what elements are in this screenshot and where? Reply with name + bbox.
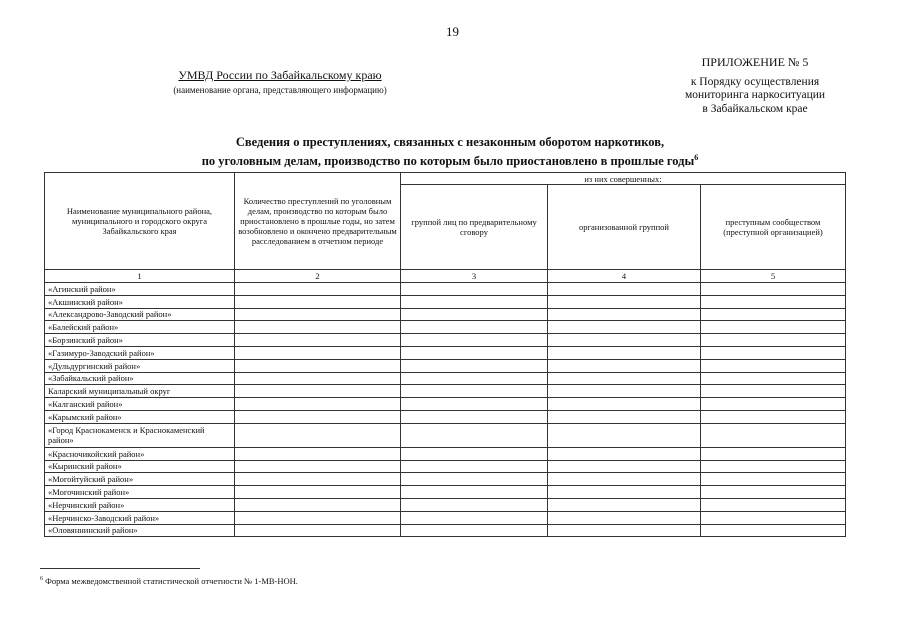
data-cell[interactable]	[548, 334, 701, 347]
data-cell[interactable]	[235, 283, 401, 296]
appendix-title: ПРИЛОЖЕНИЕ № 5	[701, 55, 809, 69]
data-cell[interactable]	[401, 410, 548, 423]
table-header-row	[45, 173, 846, 185]
municipality-name: «Калганский район»	[45, 398, 235, 411]
data-cell[interactable]	[548, 359, 701, 372]
municipality-name: «Карымский район»	[45, 410, 235, 423]
appendix-line: к Порядку осуществления	[690, 75, 820, 88]
header-count: Количество преступлений по уголовным делам, производство по которым было приостановлено в прошлые годы, но затем возобновлено и окончено предварительным расследованием в отчетном периоде	[235, 173, 401, 270]
column-number: 4	[548, 270, 701, 283]
data-cell[interactable]	[401, 511, 548, 524]
data-cell[interactable]	[548, 511, 701, 524]
data-cell[interactable]	[235, 398, 401, 411]
data-cell[interactable]	[235, 473, 401, 486]
data-cell[interactable]	[548, 283, 701, 296]
data-cell[interactable]	[401, 524, 548, 537]
municipality-name: «Акшинский район»	[45, 295, 235, 308]
data-cell[interactable]	[701, 398, 846, 411]
data-cell[interactable]	[401, 283, 548, 296]
data-cell[interactable]	[548, 385, 701, 398]
data-cell[interactable]	[701, 447, 846, 460]
data-cell[interactable]	[701, 283, 846, 296]
municipality-name: «Красночикойский район»	[45, 447, 235, 460]
data-cell[interactable]	[548, 295, 701, 308]
data-cell[interactable]	[401, 308, 548, 321]
table-row	[45, 447, 846, 460]
data-cell[interactable]	[235, 334, 401, 347]
data-cell[interactable]	[401, 423, 548, 447]
data-cell[interactable]	[401, 447, 548, 460]
municipality-name: «Балейский район»	[45, 321, 235, 334]
data-cell[interactable]	[235, 511, 401, 524]
data-cell[interactable]	[401, 359, 548, 372]
data-cell[interactable]	[235, 460, 401, 473]
data-cell[interactable]	[701, 423, 846, 447]
data-cell[interactable]	[548, 460, 701, 473]
data-cell[interactable]	[235, 321, 401, 334]
data-cell[interactable]	[701, 359, 846, 372]
data-cell[interactable]	[548, 308, 701, 321]
data-cell[interactable]	[401, 346, 548, 359]
data-cell[interactable]	[235, 447, 401, 460]
table-row	[45, 372, 846, 385]
data-cell[interactable]	[701, 486, 846, 499]
report-table	[44, 172, 846, 537]
table-row	[45, 473, 846, 486]
municipality-name: «Нерчинско-Заводский район»	[45, 511, 235, 524]
table-row	[45, 460, 846, 473]
data-cell[interactable]	[701, 346, 846, 359]
data-cell[interactable]	[235, 498, 401, 511]
data-cell[interactable]	[548, 423, 701, 447]
data-cell[interactable]	[235, 524, 401, 537]
data-cell[interactable]	[701, 511, 846, 524]
table-row	[45, 359, 846, 372]
data-cell[interactable]	[401, 385, 548, 398]
column-number: 3	[401, 270, 548, 283]
municipality-name: «Оловяннинский район»	[45, 524, 235, 537]
title-footnote-mark: 6	[694, 153, 699, 162]
title-line-1: Сведения о преступлениях, связанных с незаконным оборотом наркотиков,	[235, 135, 665, 149]
data-cell[interactable]	[548, 486, 701, 499]
table-row	[45, 498, 846, 511]
column-number-row	[45, 270, 846, 283]
data-cell[interactable]	[701, 385, 846, 398]
data-cell[interactable]	[235, 410, 401, 423]
data-cell[interactable]	[235, 359, 401, 372]
appendix-block	[640, 56, 870, 116]
organization-block	[150, 68, 410, 95]
header-criminal-community: преступным сообществом (преступной организацией)	[701, 185, 846, 270]
data-cell[interactable]	[235, 423, 401, 447]
footnote-mark: 6	[40, 576, 43, 583]
data-cell[interactable]	[235, 295, 401, 308]
data-cell[interactable]	[548, 498, 701, 511]
municipality-name: «Агинский район»	[45, 283, 235, 296]
column-number: 5	[701, 270, 846, 283]
data-cell[interactable]	[701, 321, 846, 334]
data-cell[interactable]	[401, 398, 548, 411]
data-cell[interactable]	[235, 486, 401, 499]
data-cell[interactable]	[401, 334, 548, 347]
appendix-line: мониторинга наркоситуации	[684, 89, 826, 101]
municipality-name: «Могочинский район»	[45, 486, 235, 499]
column-number: 2	[235, 270, 401, 283]
table-row	[45, 321, 846, 334]
table-row	[45, 398, 846, 411]
data-cell[interactable]	[401, 460, 548, 473]
table-row	[45, 334, 846, 347]
municipality-name: «Дульдургинский район»	[45, 359, 235, 372]
header-municipality: Наименование муниципального района, муниципального и городского округа Забайкальского края	[45, 173, 235, 270]
municipality-name: «Нерчинский район»	[45, 498, 235, 511]
data-cell[interactable]	[235, 385, 401, 398]
data-cell[interactable]	[701, 410, 846, 423]
footnote	[40, 576, 298, 586]
data-cell[interactable]	[701, 372, 846, 385]
table-row	[45, 346, 846, 359]
data-cell[interactable]	[548, 410, 701, 423]
header-group: из них совершенных:	[401, 173, 846, 185]
data-cell[interactable]	[548, 398, 701, 411]
data-cell[interactable]	[548, 346, 701, 359]
data-cell[interactable]	[235, 308, 401, 321]
data-cell[interactable]	[401, 498, 548, 511]
data-cell[interactable]	[701, 295, 846, 308]
data-cell[interactable]	[701, 473, 846, 486]
table-row	[45, 308, 846, 321]
table-row	[45, 524, 846, 537]
table-row	[45, 283, 846, 296]
municipality-name: Каларский муниципальный округ	[45, 385, 235, 398]
table-row	[45, 511, 846, 524]
table-row	[45, 410, 846, 423]
column-number: 1	[45, 270, 235, 283]
municipality-name: «Борзинский район»	[45, 334, 235, 347]
data-cell[interactable]	[235, 372, 401, 385]
table-row	[45, 385, 846, 398]
data-cell[interactable]	[701, 524, 846, 537]
data-cell[interactable]	[401, 486, 548, 499]
data-cell[interactable]	[701, 308, 846, 321]
data-cell[interactable]	[701, 460, 846, 473]
appendix-line: в Забайкальском крае	[702, 102, 808, 115]
footnote-divider	[40, 568, 200, 569]
table-row	[45, 295, 846, 308]
footnote-text: Форма межведомственной статистической отчетности № 1-МВ-НОН.	[45, 576, 298, 586]
municipality-name: «Кыринский район»	[45, 460, 235, 473]
title-line-2	[80, 150, 820, 169]
data-cell[interactable]	[548, 321, 701, 334]
data-cell[interactable]	[548, 372, 701, 385]
data-cell[interactable]	[401, 372, 548, 385]
title-line-2-text: по уголовным делам, производство по которым было приостановлено в прошлые годы	[201, 154, 695, 169]
data-cell[interactable]	[401, 295, 548, 308]
data-cell[interactable]	[401, 473, 548, 486]
data-cell[interactable]	[701, 498, 846, 511]
organization-caption: (наименование органа, представляющего информацию)	[173, 85, 387, 95]
municipality-name: «Газимуро-Заводский район»	[45, 346, 235, 359]
document-title	[80, 135, 820, 169]
data-cell[interactable]	[548, 473, 701, 486]
municipality-name: «Город Краснокаменск и Краснокаменский район»	[45, 423, 235, 447]
data-cell[interactable]	[235, 346, 401, 359]
header-conspiracy: группой лиц по предварительному сговору	[401, 185, 548, 270]
table-row	[45, 423, 846, 447]
data-cell[interactable]	[701, 334, 846, 347]
header-organized-group: организованной группой	[548, 185, 701, 270]
table-row	[45, 486, 846, 499]
data-cell[interactable]	[548, 524, 701, 537]
data-cell[interactable]	[401, 321, 548, 334]
municipality-name: «Забайкальский район»	[45, 372, 235, 385]
municipality-name: «Александрово-Заводский район»	[45, 308, 235, 321]
data-cell[interactable]	[548, 447, 701, 460]
page-number: 19	[446, 24, 459, 39]
organization-name: УМВД России по Забайкальскому краю	[178, 68, 382, 82]
municipality-name: «Могойтуйский район»	[45, 473, 235, 486]
